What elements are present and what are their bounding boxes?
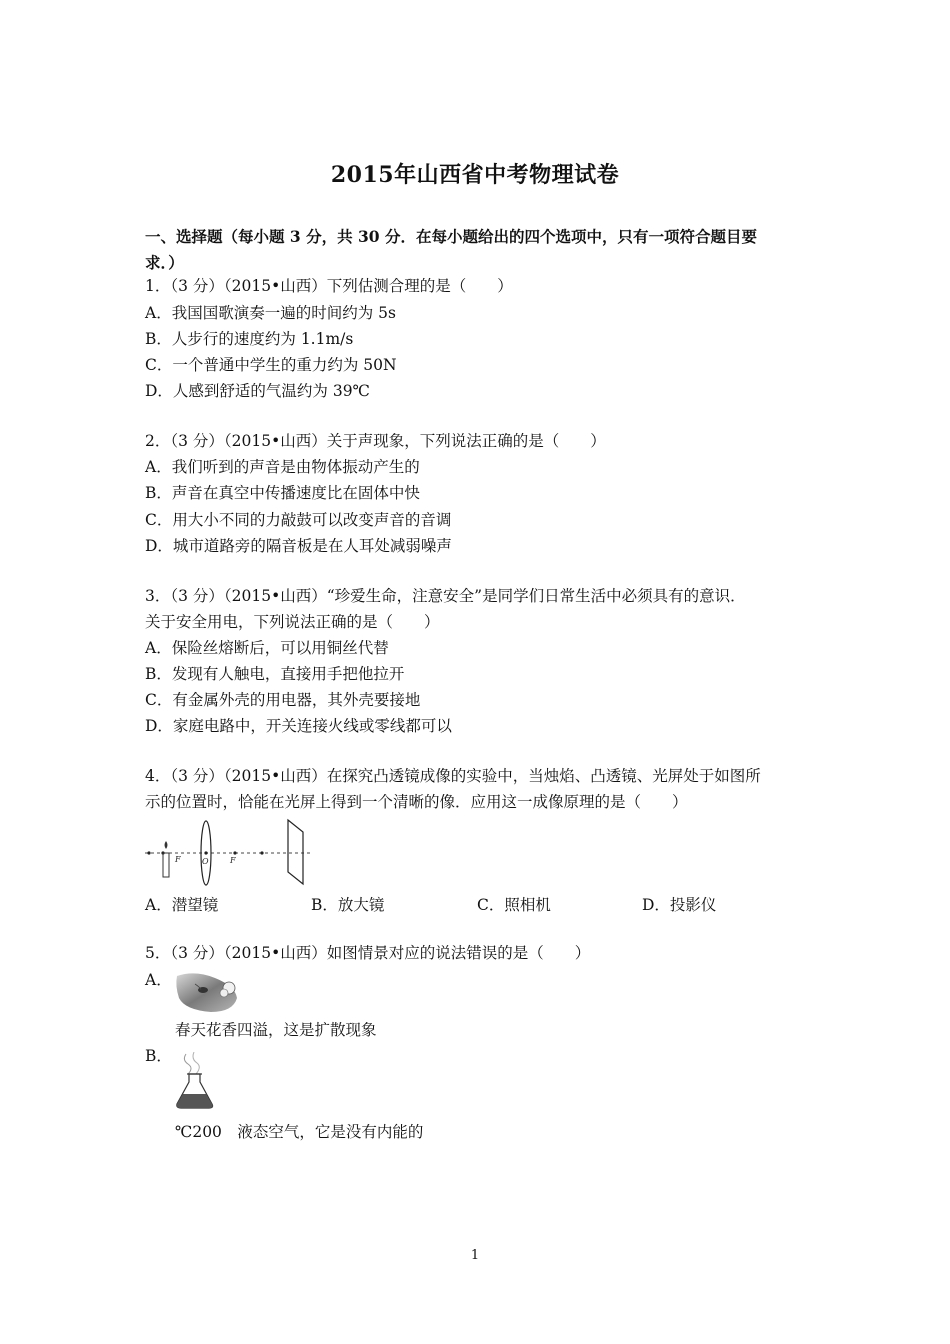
- q1-option-c: C．一个普通中学生的重力约为 50N: [145, 356, 397, 374]
- q4-option-d: D．投影仪: [642, 896, 717, 914]
- q4-stem-line1: 4．（3 分）（2015•山西）在探究凸透镜成像的实验中，当烛焰、凸透镜、光屏处于如图所: [145, 767, 761, 785]
- lens-optical-bench-figure: [143, 818, 318, 890]
- q1-option-a: A．我国国歌演奏一遍的时间约为 5s: [145, 304, 396, 322]
- q3-option-c: C．有金属外壳的用电器，其外壳要接地: [145, 691, 421, 709]
- q3-option-d: D．家庭电路中，开关连接火线或零线都可以: [145, 717, 452, 735]
- q3-stem-line1: 3．（3 分）（2015•山西）“珍爱生命，注意安全”是同学们日常生活中必须具有的意识．: [145, 587, 746, 605]
- q1-stem: 1．（3 分）（2015•山西）下列估测合理的是（ ）: [145, 277, 513, 295]
- q2-option-a: A．我们听到的声音是由物体振动产生的: [145, 458, 420, 476]
- q4-stem-line2: 示的位置时，恰能在光屏上得到一个清晰的像．应用这一成像原理的是（ ）: [145, 793, 688, 811]
- q3-option-b: B．发现有人触电，直接用手把他拉开: [145, 665, 405, 683]
- q5-stem: 5．（3 分）（2015•山西）如图情景对应的说法错误的是（ ）: [145, 944, 591, 962]
- q4-option-a: A．潜望镜: [145, 896, 219, 914]
- candle-icon: [163, 841, 169, 877]
- flower-bee-photo-icon: [175, 968, 239, 1014]
- section-heading-line2: 求．）: [145, 253, 184, 272]
- q3-option-a: A．保险丝熔断后，可以用铜丝代替: [145, 639, 389, 657]
- page-title: 2015年山西省中考物理试卷: [330, 162, 620, 188]
- q3-stem-line2: 关于安全用电，下列说法正确的是（ ）: [145, 613, 440, 631]
- q2-stem: 2．（3 分）（2015•山西）关于声现象，下列说法正确的是（ ）: [145, 432, 606, 450]
- q5-option-a-text: 春天花香四溢，这是扩散现象: [175, 1021, 377, 1039]
- q1-option-d: D．人感到舒适的气温约为 39℃: [145, 382, 370, 400]
- page-number: 1: [470, 1248, 480, 1263]
- axis-dot: [233, 851, 236, 854]
- axis-dot: [260, 851, 263, 854]
- q5-option-b-label: B．: [145, 1047, 172, 1065]
- q1-option-b: B．人步行的速度约为 1.1m/s: [145, 330, 354, 348]
- q4-option-b: B．放大镜: [311, 896, 385, 914]
- focal-point-label-left: F: [175, 855, 181, 864]
- q2-option-c: C．用大小不同的力敲鼓可以改变声音的音调: [145, 511, 452, 529]
- q5-option-a-label: A．: [145, 971, 172, 989]
- q2-option-b: B．声音在真空中传播速度比在固体中快: [145, 484, 420, 502]
- flask-liquid-air-icon: [172, 1052, 218, 1110]
- q5-option-b-text: ℃200 液态空气，它是没有内能的: [175, 1123, 424, 1141]
- lens-center-label: O: [202, 857, 209, 866]
- light-screen-icon: [288, 820, 303, 884]
- lens-center-dot: [204, 851, 207, 854]
- section-heading-line1: 一、选择题（每小题 3 分，共 30 分．在每小题给出的四个选项中，只有一项符合题目要: [145, 227, 757, 246]
- focal-point-label-right: F: [230, 856, 236, 865]
- q4-option-c: C．照相机: [477, 896, 551, 914]
- q4-options-row: [145, 893, 785, 915]
- q2-option-d: D．城市道路旁的隔音板是在人耳处减弱噪声: [145, 537, 452, 555]
- axis-dot: [147, 851, 150, 854]
